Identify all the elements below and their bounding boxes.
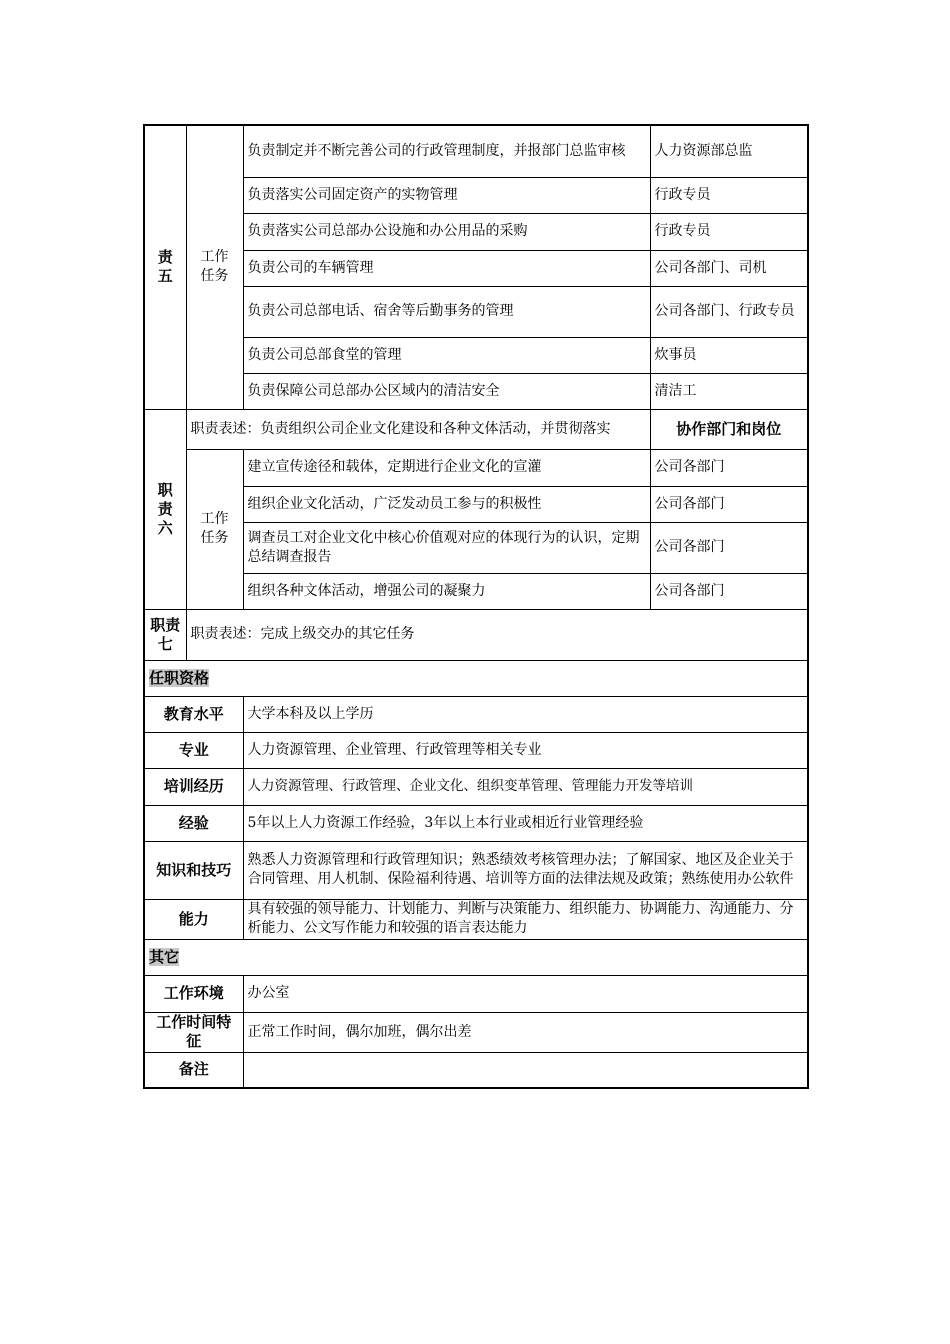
duty5-task-row	[144, 286, 808, 337]
duty6-label: 职 责 六	[144, 409, 186, 609]
qualification-value: 人力资源管理、行政管理、企业文化、组织变革管理、管理能力开发等培训	[243, 768, 808, 805]
qualification-label: 经验	[144, 805, 243, 841]
duty5-task-row	[144, 125, 808, 177]
other-value: 正常工作时间，偶尔加班，偶尔出差	[243, 1012, 808, 1052]
job-description-table	[143, 124, 809, 1089]
other-section-title	[144, 939, 808, 975]
qualification-label: 能力	[144, 899, 243, 939]
qualification-label: 培训经历	[144, 768, 243, 805]
duty5-task-row	[144, 250, 808, 286]
duty5-task-row	[144, 337, 808, 373]
duty6-task-partner: 公司各部门	[650, 486, 808, 522]
qualification-label: 知识和技巧	[144, 841, 243, 899]
qualifications-title-text: 任职资格	[149, 668, 210, 687]
duty6-task-text: 组织企业文化活动，广泛发动员工参与的积极性	[243, 486, 650, 522]
duty5-task-text: 负责公司总部电话、宿舍等后勤事务的管理	[243, 286, 650, 337]
duty6-description: 职责表述：负责组织公司企业文化建设和各种文体活动，并贯彻落实	[186, 409, 650, 449]
qualification-row	[144, 696, 808, 732]
duty7-label: 职责 七	[144, 609, 186, 660]
qualifications-section-title	[144, 660, 808, 696]
duty5-task-partner: 人力资源部总监	[650, 125, 808, 177]
duty5-task-partner: 行政专员	[650, 177, 808, 213]
duty5-task-text: 负责落实公司总部办公设施和办公用品的采购	[243, 213, 650, 250]
other-label: 备注	[144, 1052, 243, 1088]
duty6-task-partner: 公司各部门	[650, 573, 808, 609]
other-value: 办公室	[243, 975, 808, 1012]
qualification-value: 具有较强的领导能力、计划能力、判断与决策能力、组织能力、协调能力、沟通能力、分析能力、公文写作能力和较强的语言表达能力	[243, 899, 808, 939]
duty6-task-row	[144, 573, 808, 609]
qualification-row	[144, 841, 808, 899]
duty7-row	[144, 609, 808, 660]
duty5-task-partner: 清洁工	[650, 373, 808, 409]
qualification-row	[144, 899, 808, 939]
duty6-task-partner: 公司各部门	[650, 449, 808, 486]
duty5-task-text: 负责制定并不断完善公司的行政管理制度，并报部门总监审核	[243, 125, 650, 177]
duty6-task-row	[144, 522, 808, 573]
qualification-label: 教育水平	[144, 696, 243, 732]
duty7-description: 职责表述：完成上级交办的其它任务	[186, 609, 808, 660]
duty5-task-row	[144, 373, 808, 409]
partner-header: 协作部门和岗位	[650, 409, 808, 449]
duty5-task-partner: 炊事员	[650, 337, 808, 373]
duty6-task-text: 组织各种文体活动，增强公司的凝聚力	[243, 573, 650, 609]
qualification-value: 5年以上人力资源工作经验，3年以上本行业或相近行业管理经验	[243, 805, 808, 841]
duty5-task-partner: 公司各部门、司机	[650, 250, 808, 286]
duty5-task-row	[144, 213, 808, 250]
qualifications-section-row	[144, 660, 808, 696]
duty5-task-text: 负责落实公司固定资产的实物管理	[243, 177, 650, 213]
duty5-task-text: 负责公司的车辆管理	[243, 250, 650, 286]
other-section-row	[144, 939, 808, 975]
other-value	[243, 1052, 808, 1088]
qualification-row	[144, 732, 808, 768]
duty5-task-label: 工作 任务	[186, 125, 243, 409]
qualification-label: 专业	[144, 732, 243, 768]
other-label: 工作时间特征	[144, 1012, 243, 1052]
other-row	[144, 1012, 808, 1052]
duty6-task-partner: 公司各部门	[650, 522, 808, 573]
qualification-row	[144, 768, 808, 805]
qualification-value: 大学本科及以上学历	[243, 696, 808, 732]
duty6-task-row	[144, 486, 808, 522]
duty6-task-text: 调查员工对企业文化中核心价值观对应的体现行为的认识，定期总结调查报告	[243, 522, 650, 573]
duty5-task-text: 负责公司总部食堂的管理	[243, 337, 650, 373]
qualification-row	[144, 805, 808, 841]
other-label: 工作环境	[144, 975, 243, 1012]
duty5-label: 责 五	[144, 125, 186, 409]
duty5-task-row	[144, 177, 808, 213]
duty5-task-text: 负责保障公司总部办公区域内的清洁安全	[243, 373, 650, 409]
duty6-task-row	[144, 449, 808, 486]
other-row	[144, 1052, 808, 1088]
duty6-task-text: 建立宣传途径和载体，定期进行企业文化的宣灌	[243, 449, 650, 486]
duty6-description-row	[144, 409, 808, 449]
duty6-task-label: 工作 任务	[186, 449, 243, 609]
qualification-value: 人力资源管理、企业管理、行政管理等相关专业	[243, 732, 808, 768]
other-row	[144, 975, 808, 1012]
duty5-task-partner: 公司各部门、行政专员	[650, 286, 808, 337]
qualification-value: 熟悉人力资源管理和行政管理知识；熟悉绩效考核管理办法；了解国家、地区及企业关于合同管理、用人机制、保险福利待遇、培训等方面的法律法规及政策；熟练使用办公软件	[243, 841, 808, 899]
other-title-text: 其它	[149, 947, 180, 966]
duty5-task-partner: 行政专员	[650, 213, 808, 250]
